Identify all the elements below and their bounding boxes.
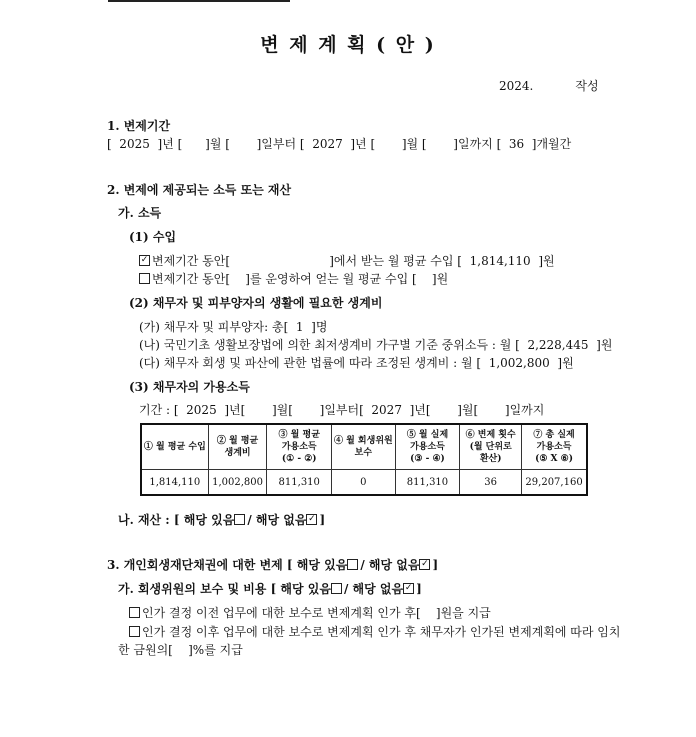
fee-after-approval-continued: 한 금원의[ ]%를 지급 — [118, 643, 243, 657]
salary-text: 변제기간 동안[ ]에서 받는 월 평균 수입 [ 1,814,110 ]원 — [152, 254, 555, 268]
income-subheading: 가. 소득 — [118, 206, 162, 220]
section1-heading: 1. 변제기간 — [107, 119, 171, 133]
property-prefix: 나. 재산 : [ 해당 있음 — [118, 513, 235, 527]
salary-checkbox[interactable] — [139, 255, 150, 266]
top-rule — [108, 0, 290, 2]
fee-before-approval-line: 인가 결정 이전 업무에 대한 보수로 변제계획 인가 후[ ]원을 지급 — [129, 605, 491, 621]
table-header: ① 월 평균 수입 — [141, 424, 208, 470]
table-header: ⑤ 월 실제 가용소득 (③ - ④) — [395, 424, 459, 470]
table-cell: 1,814,110 — [141, 470, 208, 496]
table-header: ④ 월 회생위원 보수 — [331, 424, 395, 470]
repayment-period-line: [ 2025 ]년 [ ]월 [ ]일부터 [ 2027 ]년 [ ]월 [ ]일까지 [ 36 ]개월간 — [107, 137, 572, 151]
trustee-fee-not-applicable-checkbox[interactable] — [403, 583, 414, 594]
table-cell: 0 — [331, 470, 395, 496]
property-applicable-checkbox[interactable] — [234, 514, 245, 525]
table-header: ③ 월 평균 가용소득 (① - ②) — [267, 424, 331, 470]
table-header: ⑦ 총 실제 가용소득 (⑤ X ⑥) — [522, 424, 587, 470]
dependents-line: (가) 채무자 및 피부양자: 총[ 1 ]명 — [139, 320, 328, 334]
table-cell: 36 — [460, 470, 522, 496]
fee-after-approval-line: 인가 결정 이후 업무에 대한 보수로 변제계획 인가 후 채무자가 인가된 변제계획에 따라 임치 — [129, 624, 621, 640]
table-cell: 811,310 — [395, 470, 459, 496]
table-cell: 29,207,160 — [522, 470, 587, 496]
property-not-applicable-checkbox[interactable] — [306, 514, 317, 525]
date-line — [499, 77, 599, 94]
fee-after-checkbox[interactable] — [129, 626, 140, 637]
adjusted-cost-line: (다) 채무자 회생 및 파산에 관한 법률에 따라 조정된 생계비 : 월 [ 1,002,800 ]원 — [139, 356, 574, 370]
table-header: ② 월 평균 생계비 — [208, 424, 267, 470]
table-cell: 1,002,800 — [208, 470, 267, 496]
revenue-salary-line — [139, 253, 555, 269]
table-row — [141, 470, 587, 496]
estate-claim-not-applicable-checkbox[interactable] — [419, 559, 430, 570]
table-header-row — [141, 424, 587, 470]
business-checkbox[interactable] — [139, 273, 150, 284]
trustee-fee-heading: 가. 회생위원의 보수 및 비용 [ 해당 있음 / 해당 없음 ✓ ] — [118, 581, 422, 597]
median-income-line: (나) 국민기초 생활보장법에 의한 최저생계비 가구별 기준 중위소득 : 월 [ 2,228,445 ]원 — [139, 338, 613, 352]
section3-heading: 3. 개인회생재단채권에 대한 변제 [ 해당 있음 / 해당 없음 ✓ ] — [107, 557, 438, 573]
fee-before-checkbox[interactable] — [129, 607, 140, 618]
revenue-business-line — [139, 271, 448, 287]
trustee-fee-applicable-checkbox[interactable] — [331, 583, 342, 594]
table-cell: 811,310 — [267, 470, 331, 496]
income-period-line: 기간 : [ 2025 ]년[ ]월[ ]일부터[ 2027 ]년[ ]월[ ]일까지 — [139, 403, 545, 417]
date-suffix: 작성 — [575, 79, 599, 93]
living-cost-heading: (2) 채무자 및 피부양자의 생활에 필요한 생계비 — [129, 296, 383, 310]
section2-heading: 2. 변제에 제공되는 소득 또는 재산 — [107, 183, 292, 197]
table-header: ⑥ 변제 횟수 (월 단위로 환산) — [460, 424, 522, 470]
business-text: 변제기간 동안[ ]를 운영하여 얻는 월 평균 수입 [ ]원 — [152, 272, 449, 286]
date-year: 2024. — [499, 79, 534, 93]
document-title: 변 제 계 획 ( 안 ) — [260, 34, 436, 56]
revenue-heading: (1) 수입 — [129, 230, 177, 244]
estate-claim-applicable-checkbox[interactable] — [347, 559, 358, 570]
property-mid: / 해당 없음 — [247, 513, 307, 527]
disposable-income-table — [140, 423, 588, 496]
disposable-income-heading: (3) 채무자의 가용소득 — [129, 380, 250, 394]
property-line: 나. 재산 : [ 해당 있음 / 해당 없음 ✓ ] — [118, 512, 325, 528]
